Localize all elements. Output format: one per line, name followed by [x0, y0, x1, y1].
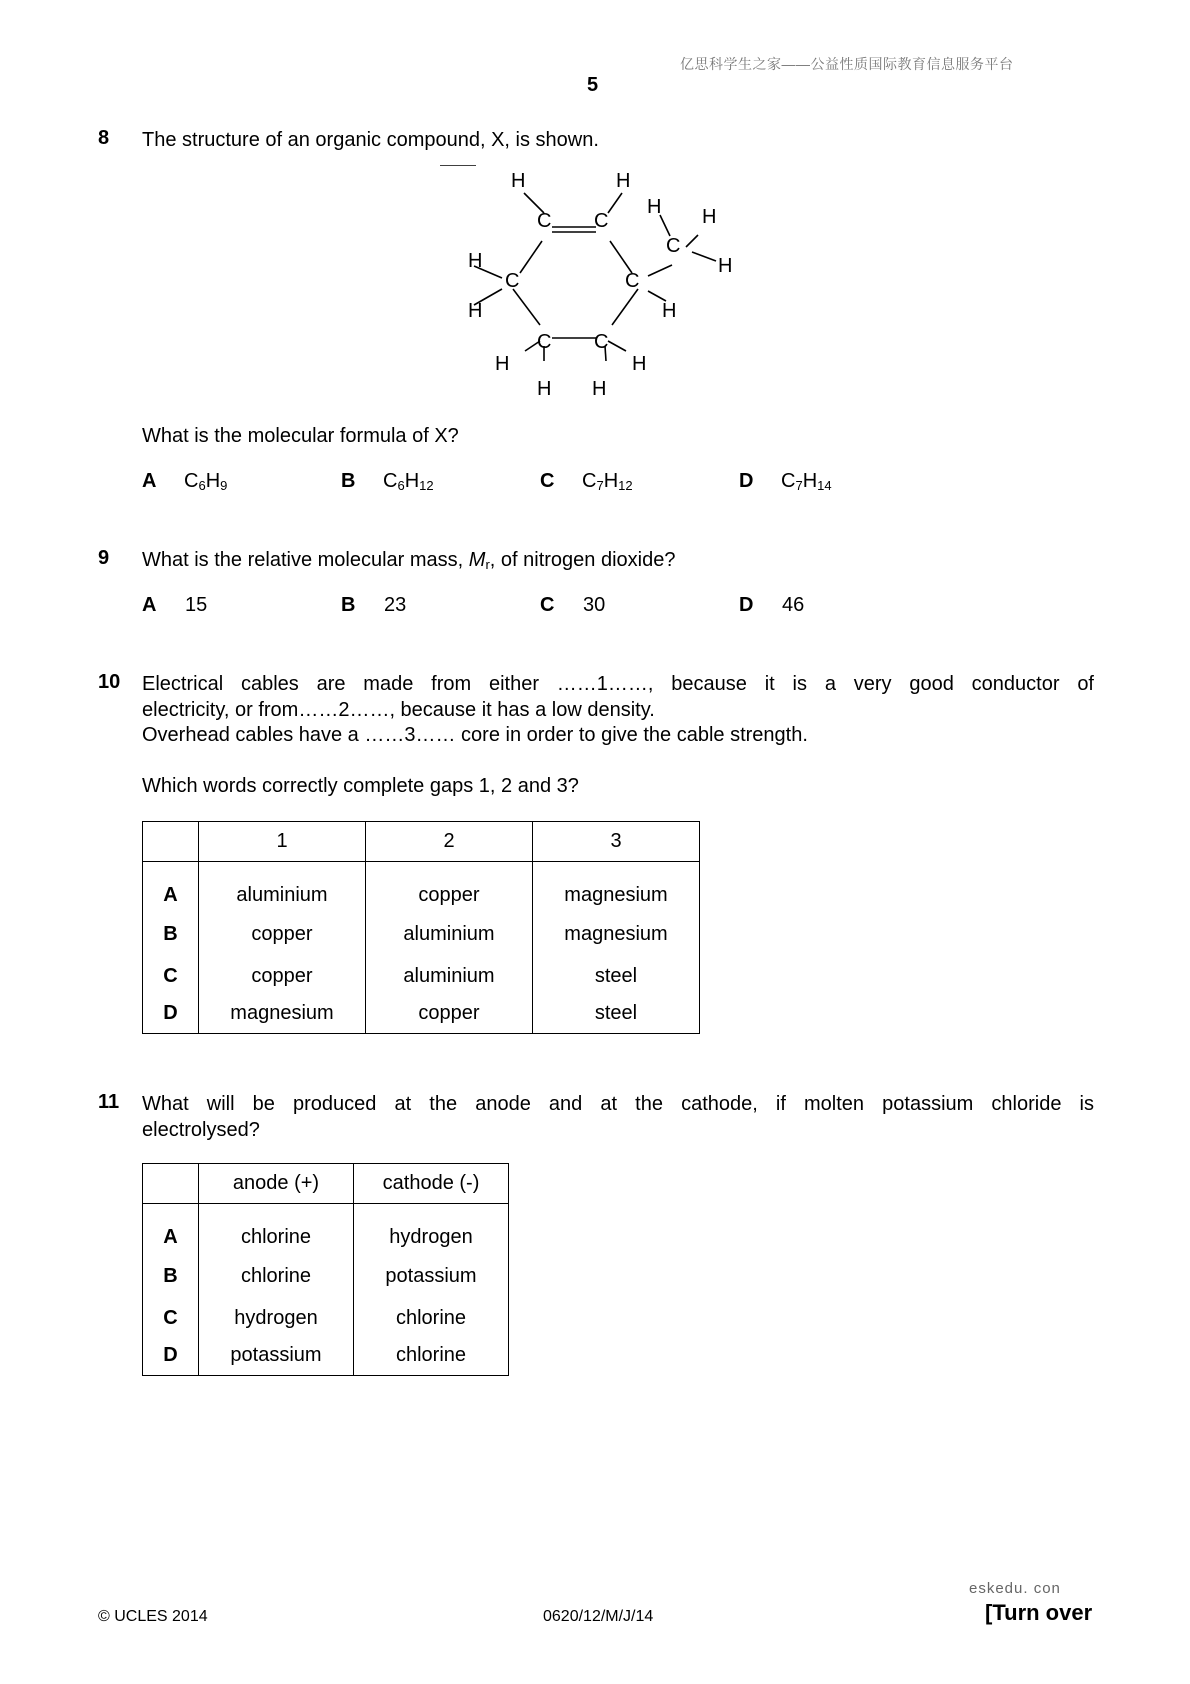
option-letter: B [341, 470, 356, 492]
table-cell: chlorine [354, 1340, 509, 1376]
table-cell: copper [199, 956, 366, 998]
hydrogen-atom: H [511, 170, 526, 192]
question-11-table [142, 1163, 509, 1376]
hydrogen-atom: H [718, 255, 733, 277]
table-header-cell: anode (+) [199, 1164, 354, 1204]
table-row[interactable] [143, 998, 700, 1034]
question-8-number: 8 [98, 127, 110, 149]
question-9-option-d[interactable] [739, 594, 805, 617]
question-9-option-a[interactable] [142, 594, 208, 617]
carbon-atom: C [537, 210, 552, 232]
hydrogen-atom: H [702, 206, 717, 228]
option-letter: D [739, 594, 754, 616]
table-row[interactable] [143, 1256, 509, 1298]
turn-over-label: [Turn over [985, 1600, 1093, 1625]
question-8-option-a[interactable] [142, 470, 228, 493]
structure-atoms [468, 170, 732, 400]
row-label: A [143, 1204, 199, 1256]
carbon-atom: C [505, 270, 520, 292]
option-formula: $C_6H_{12}$ [383, 470, 434, 493]
option-letter: C [540, 470, 555, 492]
table-cell: magnesium [533, 914, 700, 956]
hydrogen-atom: H [537, 378, 552, 400]
table-cell: steel [533, 998, 700, 1034]
table-cell: magnesium [199, 998, 366, 1034]
carbon-atom: C [594, 331, 609, 353]
hydrogen-atom: H [495, 353, 510, 375]
footer-paper-code: 0620/12/M/J/14 [543, 1608, 654, 1625]
table-row[interactable] [143, 956, 700, 998]
structure-diagram-x [440, 165, 760, 410]
table-cell: steel [533, 956, 700, 998]
hydrogen-atom: H [662, 300, 677, 322]
row-label: B [143, 914, 199, 956]
option-letter: A [142, 594, 157, 616]
row-label: A [143, 862, 199, 914]
table-row[interactable] [143, 914, 700, 956]
table-cell: aluminium [366, 956, 533, 998]
question-8-option-c[interactable] [540, 470, 633, 493]
question-11-line-2: electrolysed? [142, 1119, 260, 1141]
table-cell: potassium [354, 1256, 509, 1298]
question-8-option-d[interactable] [739, 470, 832, 493]
hydrogen-atom: H [468, 250, 483, 272]
table-header-cell [143, 822, 199, 862]
table-cell: potassium [199, 1340, 354, 1376]
carbon-atom: C [537, 331, 552, 353]
question-9-text: What is the relative molecular mass, $M_r$, of nitrogen dioxide? [142, 549, 676, 572]
table-cell: hydrogen [354, 1204, 509, 1256]
hydrogen-atom: H [468, 300, 483, 322]
watermark-text: 亿思科学生之家——公益性质国际教育信息服务平台 [680, 56, 1014, 72]
table-header-cell [143, 1164, 199, 1204]
table-cell: copper [366, 862, 533, 914]
option-formula: $C_7H_{12}$ [582, 470, 633, 493]
table-row[interactable] [143, 1298, 509, 1340]
option-letter: A [142, 470, 157, 492]
question-10-line-1: Electrical cables are made from either ……1……, because it is a very good conductor of [142, 673, 1094, 695]
hydrogen-atom: H [647, 196, 662, 218]
question-10-table [142, 821, 700, 1034]
page-number: 5 [587, 74, 599, 96]
table-header-cell: 3 [533, 822, 700, 862]
table-cell: aluminium [366, 914, 533, 956]
hydrogen-atom: H [632, 353, 647, 375]
table-cell: magnesium [533, 862, 700, 914]
row-label: D [143, 998, 199, 1034]
option-value: 30 [583, 594, 606, 616]
option-formula: $C_7H_{14}$ [781, 470, 832, 493]
option-value: 23 [384, 594, 407, 616]
carbon-atom: C [594, 210, 609, 232]
question-11-number: 11 [98, 1091, 120, 1113]
question-11-line-1: What will be produced at the anode and at the cathode, if molten potassium chloride is [142, 1093, 1094, 1115]
table-cell: chlorine [354, 1298, 509, 1340]
question-8-prompt: What is the molecular formula of X? [142, 425, 459, 447]
option-value: 15 [185, 594, 208, 616]
question-9-option-b[interactable] [341, 594, 407, 617]
table-header-row [143, 1164, 509, 1204]
question-8-option-b[interactable] [341, 470, 434, 493]
carbon-atom: C [666, 235, 681, 257]
table-cell: hydrogen [199, 1298, 354, 1340]
question-10-prompt: Which words correctly complete gaps 1, 2 and 3? [142, 775, 579, 797]
hydrogen-atom: H [616, 170, 631, 192]
question-9-number: 9 [98, 547, 110, 569]
hydrogen-atom: H [592, 378, 607, 400]
carbon-atom: C [625, 270, 640, 292]
table-header-cell: cathode (-) [354, 1164, 509, 1204]
option-letter: B [341, 594, 356, 616]
table-row[interactable] [143, 1340, 509, 1376]
row-label: D [143, 1340, 199, 1376]
option-value: 46 [782, 594, 805, 616]
question-9-option-c[interactable] [540, 594, 606, 617]
row-label: B [143, 1256, 199, 1298]
option-letter: D [739, 470, 754, 492]
footer-copyright: © UCLES 2014 [98, 1608, 208, 1625]
table-header-cell: 1 [199, 822, 366, 862]
table-header-cell: 2 [366, 822, 533, 862]
question-10-line-2: electricity, or from……2……, because it has a low density. [142, 699, 655, 721]
table-cell: aluminium [199, 862, 366, 914]
table-row[interactable] [143, 1204, 509, 1256]
table-cell: copper [199, 914, 366, 956]
option-letter: C [540, 594, 555, 616]
question-10-line-3: Overhead cables have a ……3…… core in order to give the cable strength. [142, 724, 808, 746]
table-cell: copper [366, 998, 533, 1034]
table-header-row [143, 822, 700, 862]
question-10-number: 10 [98, 671, 121, 693]
table-cell: chlorine [199, 1204, 354, 1256]
row-label: C [143, 956, 199, 998]
question-8-text: The structure of an organic compound, X, is shown. [142, 129, 599, 151]
table-cell: chlorine [199, 1256, 354, 1298]
row-label: C [143, 1298, 199, 1340]
option-formula: $C_6H_9$ [184, 470, 228, 493]
footer-site-watermark: eskedu. con [969, 1580, 1061, 1597]
table-row[interactable] [143, 862, 700, 914]
